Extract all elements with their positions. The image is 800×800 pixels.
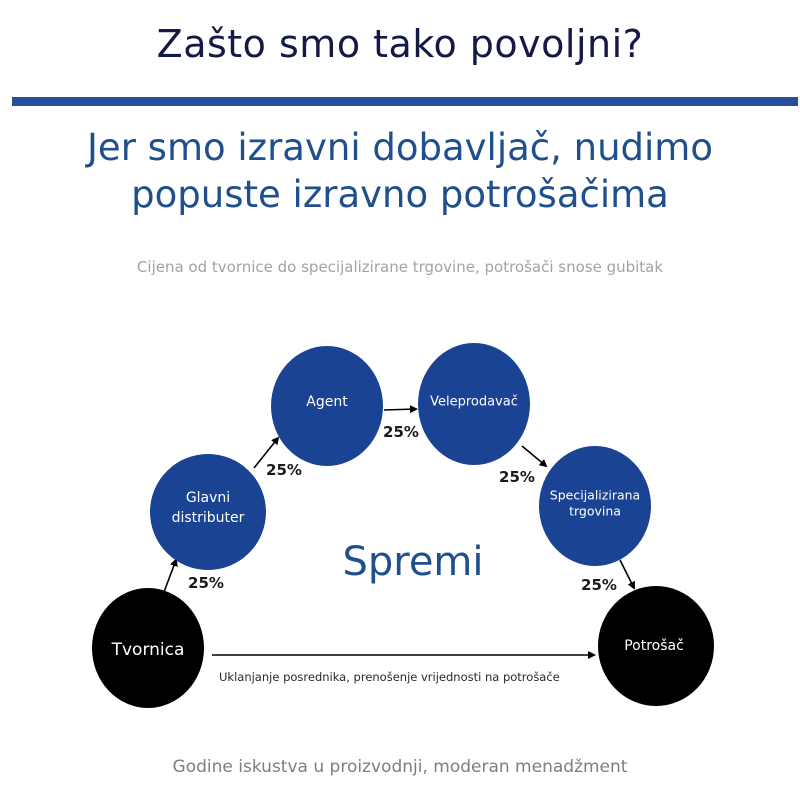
node-agent	[271, 346, 383, 466]
node-distributor	[150, 454, 266, 570]
markup-distributor-to-agent: 25%	[266, 461, 302, 479]
node-factory	[92, 588, 204, 708]
markup-factory-to-distributor: 25%	[188, 574, 224, 592]
subtitle: Cijena od tvornice do specijalizirane trgovine, potrošači snose gubitak	[136, 258, 664, 276]
markup-agent-to-wholesaler: 25%	[383, 423, 419, 441]
center-label: Spremi	[342, 539, 484, 585]
node-distributor-label-1: Glavni	[185, 490, 231, 506]
node-consumer-label: Potrošač	[624, 638, 684, 654]
node-store	[539, 446, 651, 566]
node-wholesaler	[418, 343, 530, 465]
markup-wholesaler-to-store: 25%	[499, 468, 535, 486]
arrow-factory-to-distributor	[164, 560, 176, 592]
node-agent-label: Agent	[306, 394, 348, 410]
node-factory-label: Tvornica	[111, 640, 185, 660]
node-distributor-label-2: distributer	[171, 510, 245, 526]
page-title: Zašto smo tako povoljni?	[156, 22, 644, 66]
arrow-agent-to-wholesaler	[384, 409, 416, 410]
node-wholesaler-label: Veleprodavač	[430, 394, 518, 410]
headline-line-1: Jer smo izravni dobavljač, nudimo	[87, 126, 713, 169]
footer-text: Godine iskustva u proizvodnji, moderan menadžment	[172, 757, 628, 777]
bottom-note: Uklanjanje posrednika, prenošenje vrijednosti na potrošače	[219, 670, 560, 684]
arrow-store-to-consumer	[620, 560, 634, 588]
node-store-label-1: Specijalizirana	[549, 487, 641, 503]
arrow-wholesaler-to-store	[522, 446, 546, 466]
headline-line-2: popuste izravno potrošačima	[131, 173, 669, 216]
markup-store-to-consumer: 25%	[581, 576, 617, 594]
node-store-label-2: trgovina	[569, 503, 621, 519]
node-consumer	[598, 586, 714, 706]
